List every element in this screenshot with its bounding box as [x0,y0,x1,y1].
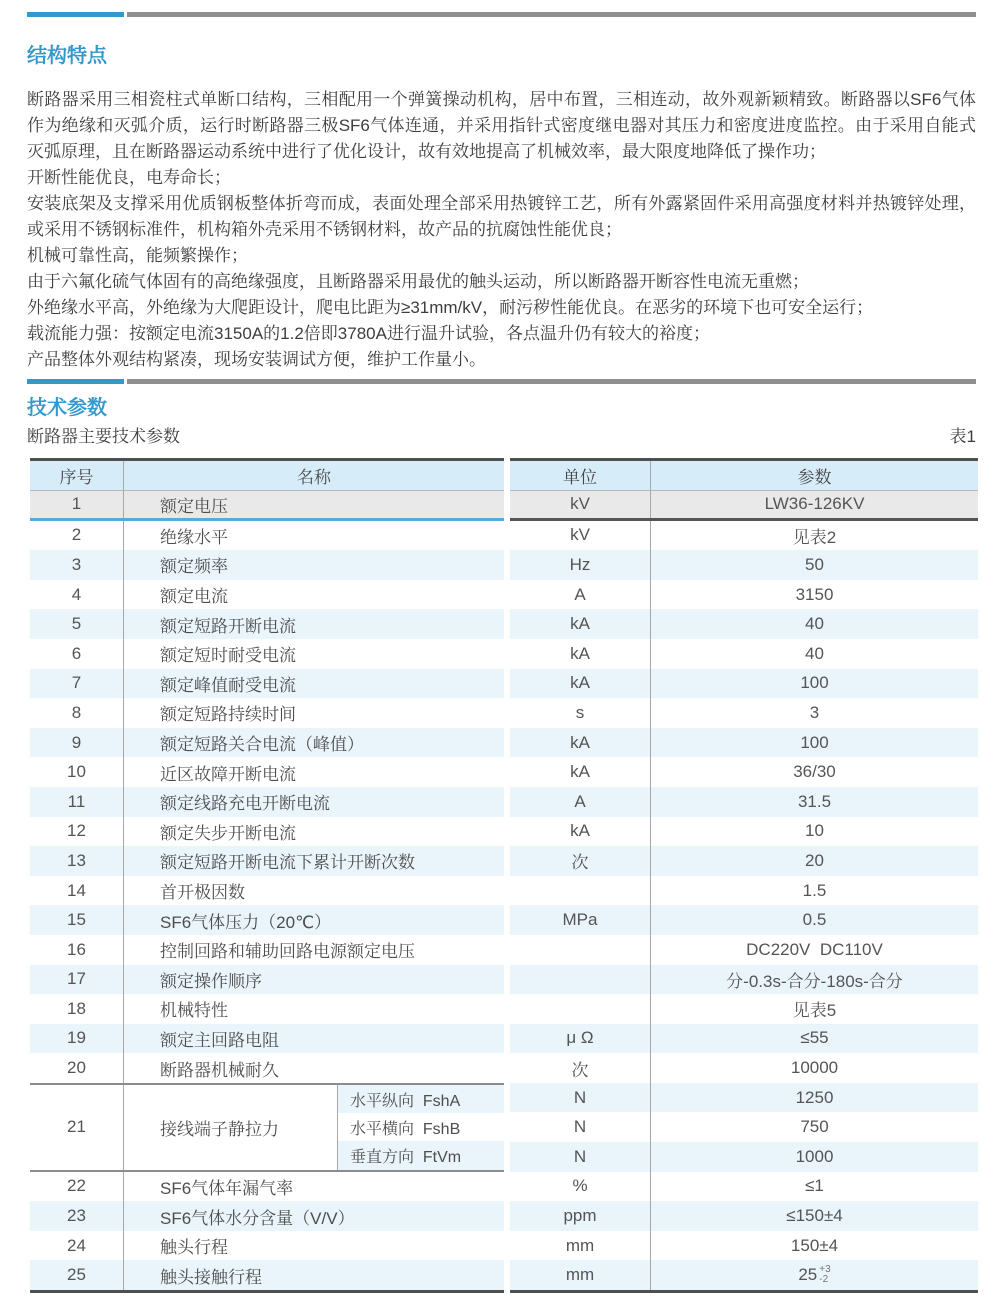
table-row [30,1260,504,1290]
row-param: 1.5 [802,880,827,900]
table-row [510,1142,978,1172]
row-name: 额定频率 [160,557,228,577]
row-param: ≤150±4 [786,1206,843,1226]
row-unit: s [510,698,651,728]
row-name: 近区故障开断电流 [160,764,296,784]
row-name: 额定短路开断电流 [160,616,296,636]
row-unit: mm [510,1260,651,1290]
row-param: 分-0.3s-合分-180s-合分 [726,971,903,991]
row-name: 额定短路持续时间 [160,705,296,725]
row-number: 19 [30,1024,124,1054]
row-param: 36/30 [793,762,836,782]
table-row [30,580,504,610]
row-name: 额定峰值耐受电流 [160,675,296,695]
row-unit: μ Ω [510,1024,651,1054]
table-row [510,757,978,787]
row-param: ≤1 [805,1176,824,1196]
row-name: 额定短时耐受电流 [160,646,296,666]
row-unit: mm [510,1231,651,1261]
table-row [30,787,504,817]
row-param: 见表5 [792,1001,837,1021]
table-row [510,580,978,610]
row-param: 100 [800,673,829,693]
row-unit [510,876,651,906]
row-number: 17 [30,965,124,995]
row-param: LW36-126KV [764,494,865,514]
row-name: 首开极因数 [160,883,245,903]
table-row [510,521,978,551]
row-number: 13 [30,846,124,876]
row-param: 40 [805,614,824,634]
body-paragraph: 外绝缘水平高，外绝缘为大爬距设计，爬电比距为≥31mm/kV，耐污秽性能优良。在恶劣的环境下也可安全运行； [27,298,874,317]
row-param: 750 [800,1117,829,1137]
row-number: 7 [30,669,124,699]
table-row [30,994,504,1024]
row-unit: kV [510,521,651,551]
row-name: 额定失步开断电流 [160,823,296,843]
table-row [510,1201,978,1231]
row-name: 额定操作顺序 [160,971,262,991]
table-row [510,491,978,521]
technical-parameters-table [30,458,978,1293]
table-row [30,965,504,995]
section-divider [27,379,976,384]
tolerance-stack [819,1265,830,1285]
row-unit: Hz [510,550,651,580]
body-paragraph: 开断性能优良，电寿命长； [27,168,231,187]
row-unit: N [510,1112,651,1142]
row-number: 23 [30,1201,124,1231]
row-name: SF6气体水分含量（V/V） [160,1208,355,1228]
table-row [510,1112,978,1142]
tolerance-lower: -2 [819,1274,829,1286]
divider-blue-segment [27,12,124,17]
row-unit: N [510,1083,651,1113]
row-name: 额定电压 [160,496,228,516]
row-unit: 次 [510,846,651,876]
table-row [510,846,978,876]
table-row [30,817,504,847]
row-param: 20 [805,850,824,870]
section-title-features: 结构特点 [27,45,107,67]
table-right-panel [510,458,978,1293]
row-unit [510,965,651,995]
row-unit: kA [510,728,651,758]
row-unit: ppm [510,1201,651,1231]
table-row [510,609,978,639]
row-number: 10 [30,757,124,787]
row-unit: kA [510,609,651,639]
table-row [30,550,504,580]
row-param: 见表2 [792,527,837,547]
table-row [510,1053,978,1083]
features-paragraphs [27,87,976,373]
row-param: 3150 [795,584,834,604]
table-row [30,757,504,787]
row-number: 2 [30,521,124,551]
col-header-param: 参数 [797,468,832,487]
row-name: 额定短路关合电流（峰值） [160,735,364,755]
row-unit: kA [510,669,651,699]
tolerance-upper: +3 [819,1264,831,1276]
col-header-no: 序号 [30,461,124,490]
table-row [30,639,504,669]
table-number-label: 表1 [949,427,976,446]
table-row [510,994,978,1024]
row-param: DC220V DC110V [746,939,883,959]
table-caption-text: 断路器主要技术参数 [27,427,180,446]
table-row [30,728,504,758]
row-number: 14 [30,876,124,906]
table-row [30,491,504,521]
divider-gray-segment [127,12,976,17]
table-row [30,876,504,906]
row-param: 10000 [790,1058,839,1078]
table-row [30,669,504,699]
row-unit: N [510,1142,651,1172]
divider-blue-segment [27,379,124,384]
body-paragraph: 由于六氟化硫气体固有的高绝缘强度，且断路器采用最优的触头运动，所以断路器开断容性电流无重燃； [27,272,809,291]
row-number: 3 [30,550,124,580]
table-row [510,876,978,906]
row-number: 6 [30,639,124,669]
row-number: 24 [30,1231,124,1261]
table-row [30,905,504,935]
subrow-column [338,1085,504,1170]
subrow-label: 水平纵向 FshA [338,1085,504,1113]
row-param: 10 [805,821,824,841]
row-param-base: 25 [798,1265,818,1285]
row-name: 机械特性 [160,1001,228,1021]
row-name: 额定电流 [160,587,228,607]
body-paragraph: 机械可靠性高，能频繁操作； [27,246,248,265]
table-row [510,1172,978,1202]
row-number: 22 [30,1172,124,1202]
table-row [30,846,504,876]
row-number: 12 [30,817,124,847]
row-name: 触头接触行程 [160,1267,262,1287]
row-number: 11 [30,787,124,817]
section-title-parameters: 技术参数 [27,397,107,419]
body-paragraph: 断路器采用三相瓷柱式单断口结构，三相配用一个弹簧操动机构，居中布置，三相连动，故外观新颖精致。断路器以SF6气体作为绝缘和灭弧介质，运行时断路器三极SF6气体连通，并采用指针式密度继电器对其压力和密度进度监控。由于采用自能式灭弧原理，且在断路器运动系统中进行了优化设计，故有效地提高了机械效率，最大限度地降低了操作功； [27,90,976,161]
table-row [510,639,978,669]
body-paragraph: 载流能力强：按额定电流3150A的1.2倍即3780A进行温升试验，各点温升仍有较大的裕度； [27,324,710,343]
row-param: 1250 [795,1087,834,1107]
row-param: 40 [805,643,824,663]
table-row [510,905,978,935]
section-divider [27,12,976,17]
row-name: 绝缘水平 [160,527,228,547]
table-left-panel [30,458,504,1293]
row-name: SF6气体压力（20℃） [160,912,332,932]
row-unit: kA [510,817,651,847]
row-param: ≤55 [800,1028,829,1048]
table-row-group [30,1083,504,1172]
row-number: 1 [30,491,124,518]
row-number: 15 [30,905,124,935]
table-row [30,1053,504,1083]
table-row [30,1024,504,1054]
table-row [510,1024,978,1054]
row-number: 20 [30,1053,124,1083]
table-row [510,669,978,699]
row-unit: 次 [510,1053,651,1083]
row-number: 21 [30,1085,124,1170]
row-param: 50 [805,554,824,574]
row-number: 18 [30,994,124,1024]
row-unit: kA [510,639,651,669]
table-row [510,1260,978,1290]
table-row [30,698,504,728]
row-param: 1000 [795,1146,834,1166]
table-row [510,1083,978,1113]
table-row [30,1231,504,1261]
table-row [510,965,978,995]
divider-gray-segment [127,379,976,384]
row-number: 25 [30,1260,124,1290]
row-name: 触头行程 [160,1238,228,1258]
table-row [510,935,978,965]
table-row [30,935,504,965]
row-number: 8 [30,698,124,728]
table-row [30,609,504,639]
row-name: 额定主回路电阻 [160,1030,279,1050]
table-row [510,728,978,758]
table-row [510,817,978,847]
row-name: 额定线路充电开断电流 [160,794,330,814]
row-unit: kV [510,491,651,518]
row-name: 断路器机械耐久 [160,1060,279,1080]
row-param: 3 [809,702,820,722]
col-header-name: 名称 [297,468,331,487]
row-number: 16 [30,935,124,965]
body-paragraph: 安装底架及支撑采用优质钢板整体折弯而成，表面处理全部采用热镀锌工艺，所有外露紧固件采用高强度材料并热镀锌处理，或采用不锈钢标准件，机构箱外壳采用不锈钢材料，故产品的抗腐蚀性能优良； [27,194,976,239]
table-row [30,1172,504,1202]
row-unit [510,994,651,1024]
row-param: 150±4 [790,1235,839,1255]
row-unit [510,935,651,965]
subrow-label: 垂直方向 FtVm [338,1141,504,1169]
row-name: 额定短路开断电流下累计开断次数 [160,853,415,873]
table-row [510,1231,978,1261]
row-unit: MPa [510,905,651,935]
row-param: 100 [800,732,829,752]
col-header-unit: 单位 [510,461,651,490]
table-row [30,521,504,551]
subrow-label: 水平横向 FshB [338,1113,504,1141]
row-param: 31.5 [797,791,832,811]
row-unit: % [510,1172,651,1202]
table-row [30,1201,504,1231]
table-row [510,550,978,580]
table-header-row [30,461,504,491]
row-number: 4 [30,580,124,610]
row-name: 控制回路和辅助回路电源额定电压 [160,942,415,962]
row-number: 9 [30,728,124,758]
row-param [651,1260,978,1290]
row-unit: A [510,580,651,610]
row-unit: A [510,787,651,817]
table-row [510,787,978,817]
body-paragraph: 产品整体外观结构紧凑，现场安装调试方便，维护工作量小。 [27,350,486,369]
table-caption [27,425,976,449]
row-param: 0.5 [802,910,827,930]
table-row [510,698,978,728]
row-name: 接线端子静拉力 [124,1085,338,1170]
table-header-row [510,461,978,491]
row-number: 5 [30,609,124,639]
row-name: SF6气体年漏气率 [160,1178,294,1198]
row-unit: kA [510,757,651,787]
